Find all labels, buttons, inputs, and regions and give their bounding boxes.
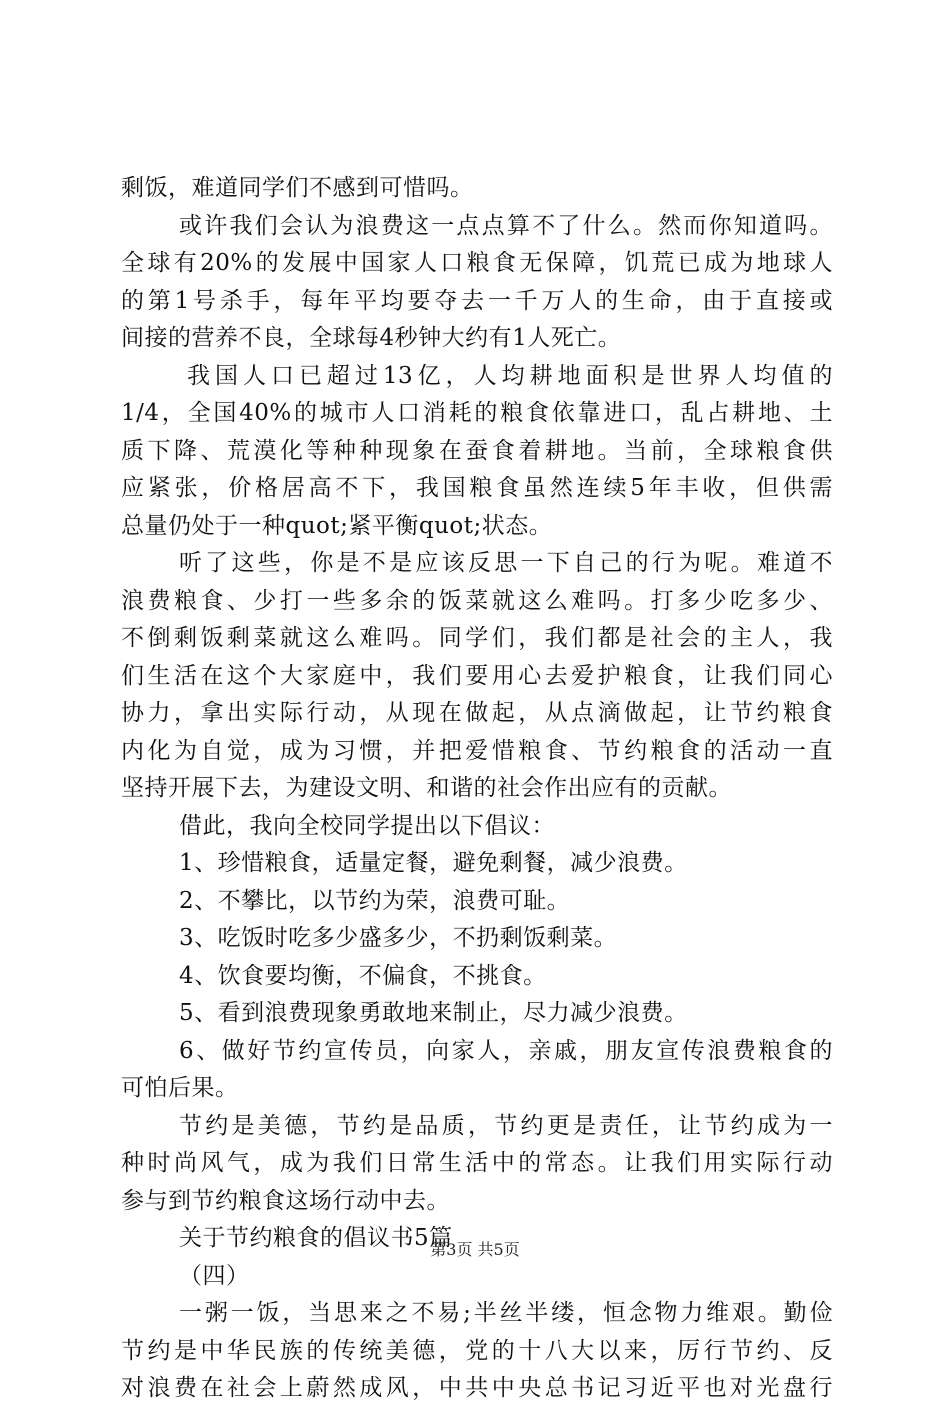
list-item: 4、饮食要均衡，不偏食，不挑食。 [179, 962, 547, 989]
text-line: 间接的营养不良，全球每4秒钟大约有1人死亡。 [121, 325, 622, 351]
text-line: 总量仍处于一种quot;紧平衡quot;状态。 [121, 512, 553, 539]
list-item: 3、吃饭时吃多少盛多少，不扔剩饭剩菜。 [179, 925, 618, 951]
section-number: （四） [179, 1262, 250, 1289]
text-line: 不倒剩饭剩菜就这么难吗。同学们，我们都是社会的主人，我 [121, 625, 833, 651]
text-line: 剩饭，难道同学们不感到可惜吗。 [121, 175, 474, 201]
text-line: 一粥一饭，当思来之不易;半丝半缕，恒念物力维艰。勤俭 [179, 1300, 833, 1326]
text-line: 们生活在这个大家庭中，我们要用心去爱护粮食，让我们同心 [121, 662, 833, 689]
text-line: 节约是中华民族的传统美德，党的十八大以来，厉行节约、反 [121, 1337, 833, 1364]
list-item: 5、看到浪费现象勇敢地来制止，尽力减少浪费。 [179, 1000, 688, 1026]
list-item: 2、不攀比，以节约为荣，浪费可耻。 [179, 887, 571, 914]
text-line: 借此，我向全校同学提出以下倡议： [179, 812, 555, 839]
section-heading: 关于节约粮食的倡议书5篇 [179, 1225, 453, 1251]
text-line: 的第1号杀手，每年平均要夺去一千万人的生命，由于直接或 [121, 287, 833, 314]
text-line: 1/4，全国40%的城市人口消耗的粮食依靠进口，乱占耕地、土 [121, 400, 833, 426]
text-line: 浪费粮食、少打一些多余的饭菜就这么难吗。打多少吃多少、 [121, 587, 833, 614]
list-item: 1、珍惜粮食，适量定餐，避免剩餐，减少浪费。 [179, 850, 688, 876]
text-line: 质下降、荒漠化等种种现象在蚕食着耕地。当前，全球粮食供 [121, 437, 833, 464]
text-line: 或许我们会认为浪费这一点点算不了什么。然而你知道吗。 [179, 212, 833, 239]
text-line: 听了这些，你是不是应该反思一下自己的行为呢。难道不 [179, 550, 833, 576]
text-line: 坚持开展下去，为建设文明、和谐的社会作出应有的贡献。 [121, 775, 732, 801]
body-text [121, 170, 833, 1408]
text-line: 协力，拿出实际行动，从现在做起，从点滴做起，让节约粮食 [121, 700, 833, 726]
text-line: 对浪费在社会上蔚然成风，中共中央总书记习近平也对光盘行 [121, 1375, 833, 1401]
text-line: 种时尚风气，成为我们日常生活中的常态。让我们用实际行动 [121, 1150, 833, 1176]
text-line: 节约是美德，节约是品质，节约更是责任，让节约成为一 [179, 1112, 833, 1139]
text-line: 参与到节约粮食这场行动中去。 [121, 1187, 450, 1214]
text-line: 内化为自觉，成为习惯，并把爱惜粮食、节约粮食的活动一直 [121, 737, 833, 764]
text-line: 我国人口已超过13亿，人均耕地面积是世界人均值的 [187, 362, 833, 389]
text-line: 全球有20%的发展中国家人口粮食无保障，饥荒已成为地球人 [121, 250, 833, 276]
text-line: 应紧张，价格居高不下，我国粮食虽然连续5年丰收，但供需 [121, 475, 833, 501]
list-item: 6、做好节约宣传员，向家人，亲戚，朋友宣传浪费粮食的 [179, 1037, 833, 1064]
text-line: 可怕后果。 [121, 1075, 239, 1101]
page-footer: 第3页 共5页 [430, 1240, 520, 1259]
